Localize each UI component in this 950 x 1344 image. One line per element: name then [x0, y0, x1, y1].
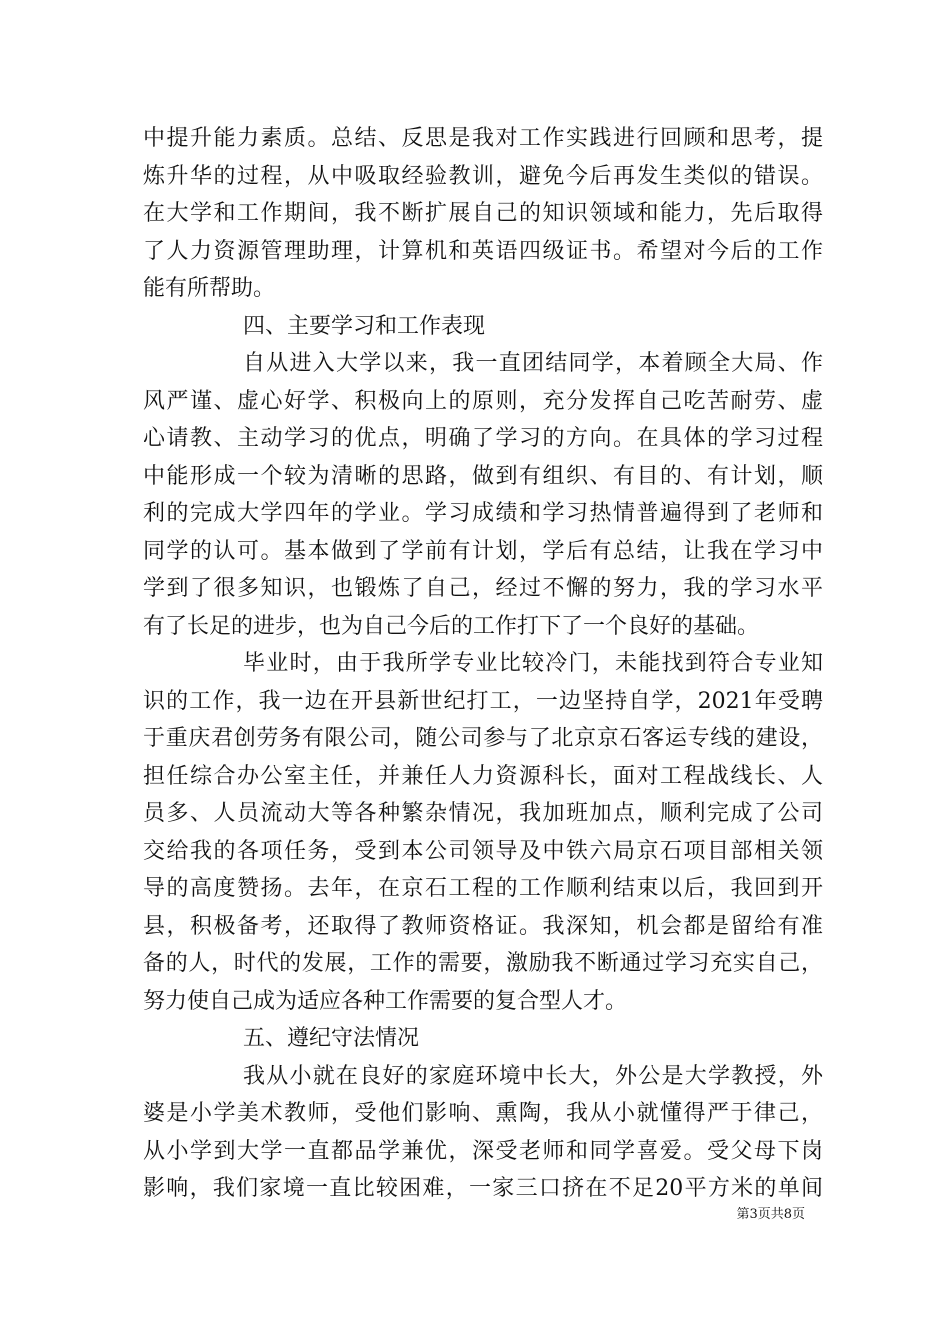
- paragraph-start: 自从进入大学以来，我一直团结同学，本着顾全大局、作: [243, 351, 823, 376]
- body-line: 县，积极备考，还取得了教师资格证。我深知，机会都是留给有准: [143, 913, 823, 939]
- body-line: 员多、人员流动大等各种繁杂情况，我加班加点，顺利完成了公司: [143, 801, 823, 826]
- body-line: 导的高度赞扬。去年，在京石工程的工作顺利结束以后，我回到开: [143, 876, 823, 901]
- body-line: 炼升华的过程，从中吸取经验教训，避免今后再发生类似的错误。: [143, 163, 823, 189]
- body-line: 识的工作，我一边在开县新世纪打工，一边坚持自学，2021年受聘: [143, 688, 823, 714]
- page-number: 第3页共8页: [736, 1207, 805, 1222]
- body-line: 风严谨、虚心好学、积极向上的原则，充分发挥自己吃苦耐劳、虚: [143, 388, 823, 414]
- section-heading-4: 四、主要学习和工作表现: [243, 313, 486, 339]
- body-line: 努力使自己成为适应各种工作需要的复合型人才。: [143, 988, 628, 1014]
- body-line: 交给我的各项任务，受到本公司领导及中铁六局京石项目部相关领: [143, 838, 823, 864]
- body-line: 于重庆君创劳务有限公司，随公司参与了北京京石客运专线的建设，: [143, 726, 823, 751]
- body-line: 学到了很多知识，也锻炼了自己，经过不懈的努力，我的学习水平: [143, 576, 823, 601]
- body-line: 心请教、主动学习的优点，明确了学习的方向。在具体的学习过程: [143, 426, 823, 451]
- body-line: 能有所帮助。: [143, 276, 276, 301]
- section-heading-5: 五、遵纪守法情况: [243, 1026, 420, 1051]
- body-line: 有了长足的进步，也为自己今后的工作打下了一个良好的基础。: [143, 613, 760, 639]
- paragraph-start: 我从小就在良好的家庭环境中长大，外公是大学教授，外: [243, 1063, 823, 1089]
- body-line: 婆是小学美术教师，受他们影响、熏陶，我从小就懂得严于律己，: [143, 1101, 823, 1126]
- body-line: 从小学到大学一直都品学兼优，深受老师和同学喜爱。受父母下岗: [143, 1138, 823, 1164]
- body-line: 中提升能力素质。总结、反思是我对工作实践进行回顾和思考，提: [143, 126, 823, 151]
- body-text: [143, 120, 823, 1208]
- body-line: 备的人，时代的发展，工作的需要，激励我不断通过学习充实自己，: [143, 951, 823, 976]
- body-line: 影响，我们家境一直比较困难，一家三口挤在不足20平方米的单间: [143, 1176, 823, 1201]
- paragraph-start: 毕业时，由于我所学专业比较冷门，未能找到符合专业知: [243, 651, 823, 676]
- body-line: 了人力资源管理助理，计算机和英语四级证书。希望对今后的工作: [143, 238, 823, 264]
- body-line: 利的完成大学四年的学业。学习成绩和学习热情普遍得到了老师和: [143, 501, 823, 526]
- body-line: 中能形成一个较为清晰的思路，做到有组织、有目的、有计划，顺: [143, 463, 823, 489]
- body-line: 在大学和工作期间，我不断扩展自己的知识领域和能力，先后取得: [143, 201, 823, 226]
- body-line: 同学的认可。基本做到了学前有计划，学后有总结，让我在学习中: [143, 538, 823, 564]
- body-line: 担任综合办公室主任，并兼任人力资源科长，面对工程战线长、人: [143, 763, 823, 789]
